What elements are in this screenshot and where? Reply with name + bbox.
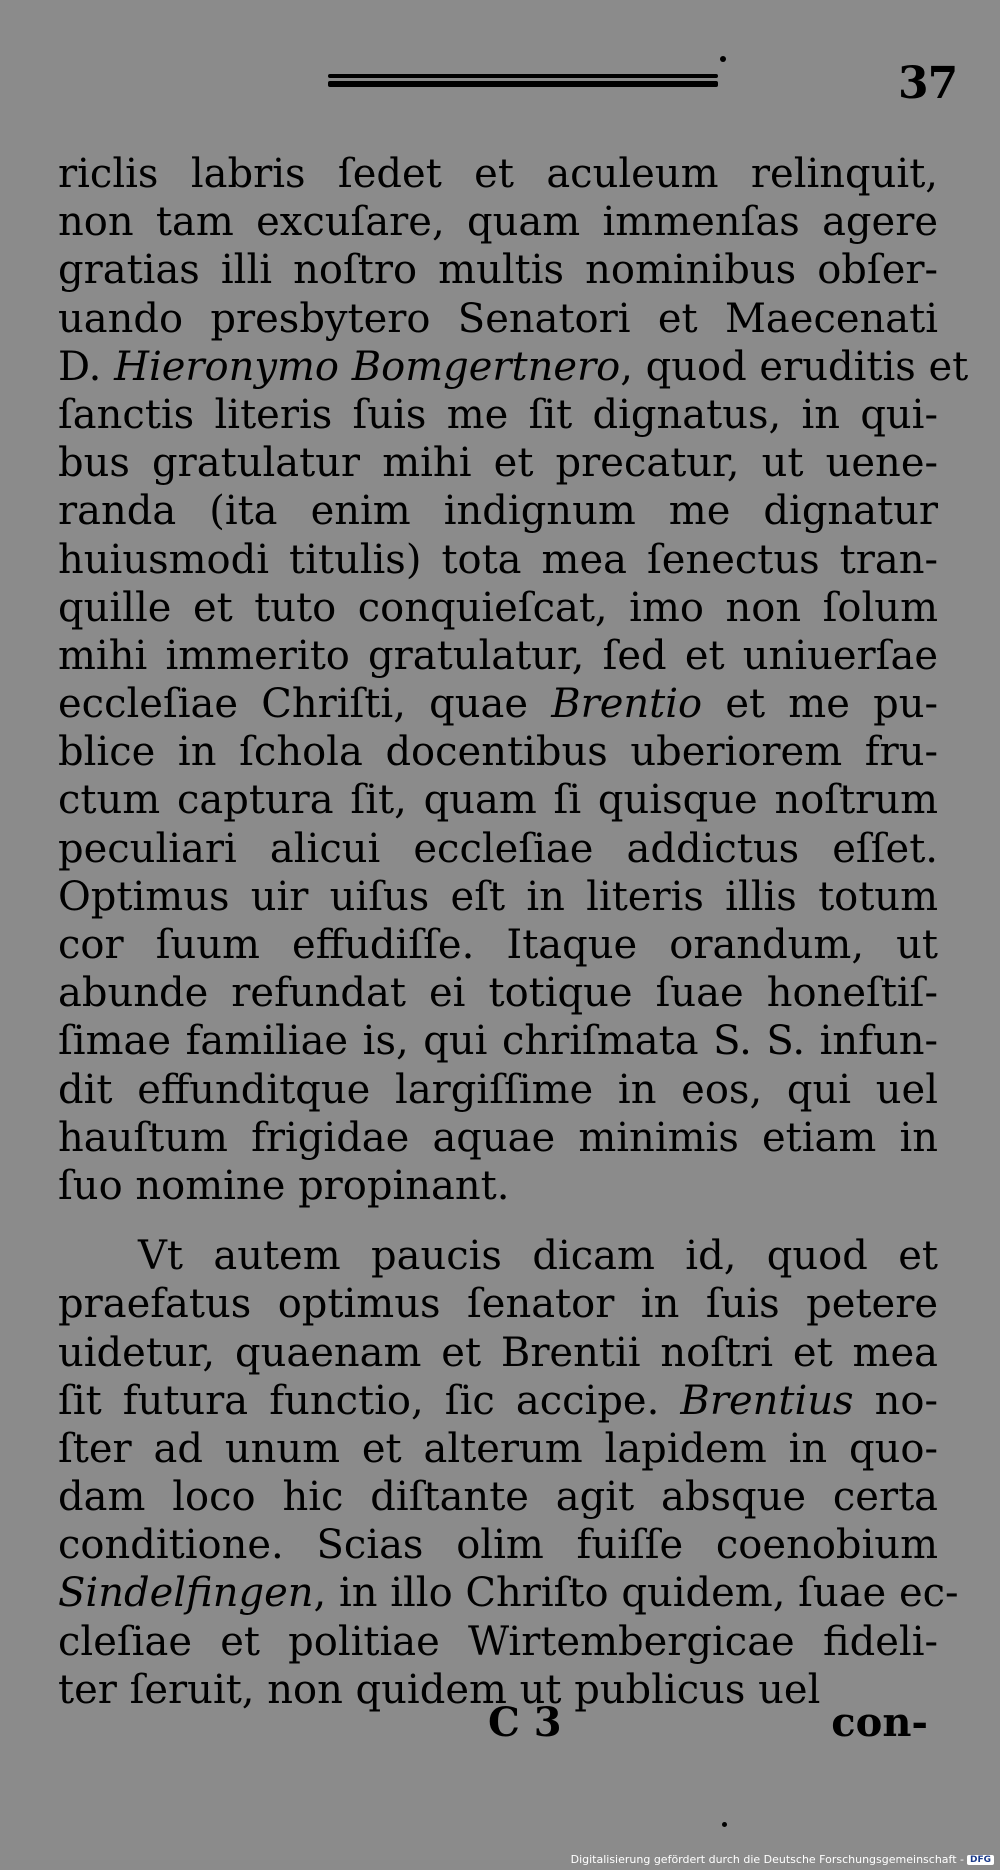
text-line: D. Hieronymo Bomgertnero, quod eruditis et <box>58 343 969 390</box>
text-line: Optimus uir uiſus eſt in literis illis totum <box>58 873 938 920</box>
text-line: mihi immerito gratulatur, ſed et uniuerſae <box>58 632 938 679</box>
text-line: uidetur, quaenam et Brentii noſtri et mea <box>58 1329 938 1376</box>
text-line: riclis labris ſedet et aculeum relinquit, <box>58 151 938 197</box>
text-line: bus gratulatur mihi et precatur, ut uene- <box>58 440 938 487</box>
catchword: con- <box>831 1699 928 1746</box>
text-line: ter ſeruit, non quidem ut publicus uel <box>58 1666 821 1713</box>
digitization-credit <box>571 1853 994 1866</box>
text-line: ſanctis literis ſuis me ſit dignatus, in qui- <box>58 391 938 438</box>
page-footer-marks <box>58 1698 938 1748</box>
text-line: conditione. Scias olim fuiſſe coenobium <box>58 1522 938 1569</box>
text-line: cor ſuum effudiſſe. Itaque orandum, ut <box>58 922 938 968</box>
text-line: blice in ſchola docentibus uberiorem fru- <box>58 729 938 776</box>
text-line: non tam excuſare, quam immenſas agere <box>58 199 938 246</box>
text-line: ſit futura functio, ſic accipe. Brentius no- <box>58 1377 938 1424</box>
text-line: randa (ita enim indignum me dignatur <box>58 488 938 535</box>
body-text <box>58 150 969 1714</box>
credit-text: Digitalisierung gefördert durch die Deutsche Forschungsgemeinschaft - <box>570 1853 964 1866</box>
text-line: quille et tuto conquieſcat, imo non ſolum <box>58 584 938 631</box>
header-ornament-rule <box>328 72 718 88</box>
text-line: peculiari alicui eccleſiae addictus eſſet. <box>58 825 938 872</box>
text-line: dit effunditque largiſſime in eos, qui uel <box>58 1066 938 1113</box>
dfg-logo: DFG <box>967 1855 994 1865</box>
text-line: eccleſiae Chriſti, quae Brentio et me pu- <box>58 681 938 728</box>
ink-speck <box>720 56 726 62</box>
text-line: hauſtum frigidae aquae minimis etiam in <box>58 1114 938 1161</box>
text-line: Sindelfingen, in illo Chriſto quidem, ſuae ec- <box>58 1570 959 1617</box>
text-line: ſter ad unum et alterum lapidem in quo- <box>58 1425 938 1472</box>
text-line: huiusmodi titulis) tota mea ſenectus tran- <box>58 536 938 583</box>
text-line: gratias illi noſtro multis nominibus obſer- <box>58 247 938 294</box>
text-line: ſimae familiae is, qui chriſmata S. S. infun- <box>58 1018 938 1065</box>
text-line: ctum captura ſit, quam ſi quisque noſtrum <box>58 777 938 824</box>
signature-mark: C 3 <box>488 1699 562 1746</box>
text-line: abunde refundat ei totique ſuae honeſtiſ- <box>58 970 938 1017</box>
text-line: Vt autem paucis dicam id, quod et <box>138 1233 938 1280</box>
page-number: 37 <box>898 58 958 109</box>
text-line: praefatus optimus ſenator in ſuis petere <box>58 1281 938 1328</box>
text-line: uando presbytero Senatori et Maecenati <box>58 295 938 342</box>
ink-speck <box>722 1822 727 1827</box>
text-line: dam loco hic diſtante agit absque certa <box>58 1474 938 1521</box>
text-line: ſuo nomine propinant. <box>58 1162 510 1209</box>
text-line: cleſiae et politiae Wirtembergicae fideli- <box>58 1618 938 1665</box>
